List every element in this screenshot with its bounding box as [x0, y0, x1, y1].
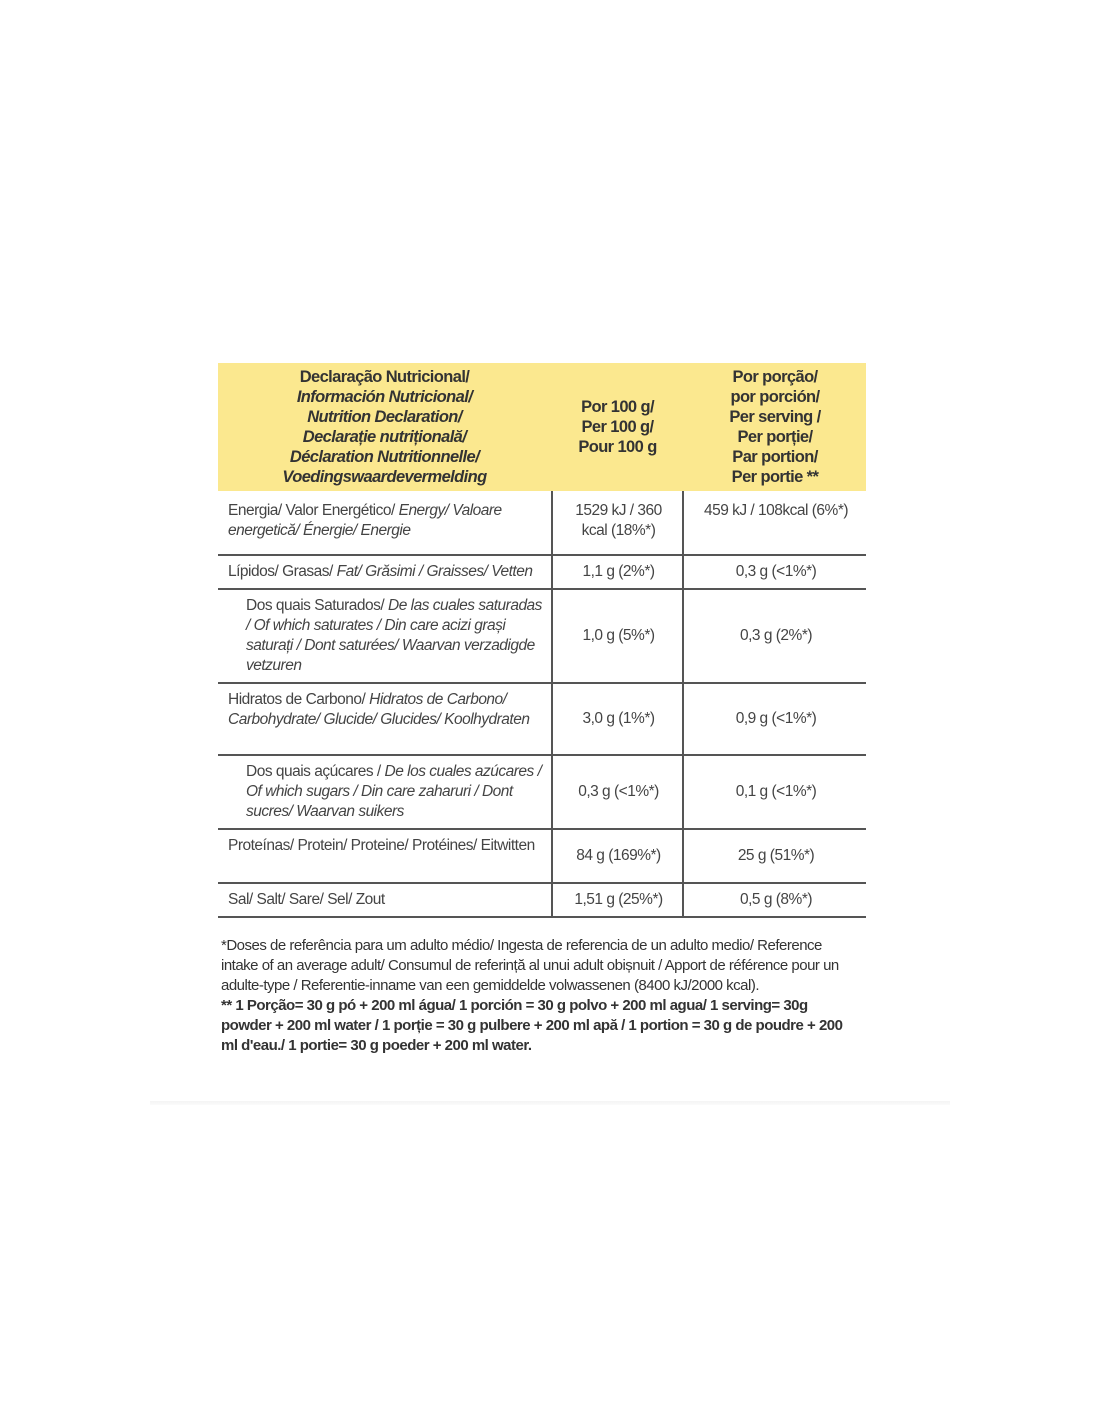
header-line: Voedingswaardevermelding	[282, 468, 487, 486]
header-line: Par portion/	[732, 448, 818, 466]
nutrient-name-other: Fat/ Grăsimi / Graisses/ Vetten	[332, 563, 533, 580]
header-line: por porción/	[730, 388, 820, 406]
header-line: Por porção/	[732, 368, 818, 386]
value-per-serving: 459 kJ / 108kcal (6%*)	[683, 491, 866, 555]
header-line: Déclaration Nutritionnelle/	[289, 448, 480, 466]
header-line: Pour 100 g	[578, 438, 657, 456]
value-per-100g: 0,3 g (<1%*)	[552, 755, 683, 829]
header-line: Per serving /	[729, 408, 821, 426]
nutrient-name-pt: Proteínas/ Protein/ Proteine/ Protéines/ Eitwitten	[228, 837, 535, 854]
nutrient-name-other: De las cuales saturadas / Of which saturates / Din care acizi grași saturați / Dont saturées/ Waarvan verzadigde vetzuren	[246, 597, 542, 674]
nutrient-name	[218, 589, 552, 683]
table-row-carbohydrate	[218, 683, 866, 755]
table-row-salt	[218, 883, 866, 917]
header-line: Per porție/	[737, 428, 813, 446]
nutrition-table	[218, 363, 866, 918]
nutrient-name-other: Hidratos de Carbono/ Carbohydrate/ Glucide/ Glucides/ Koolhydraten	[228, 691, 530, 728]
nutrient-name	[218, 491, 552, 555]
table-body	[218, 491, 866, 917]
header-line: Per 100 g/	[581, 418, 654, 436]
table-row-fat	[218, 555, 866, 589]
value-per-serving: 0,3 g (2%*)	[683, 589, 866, 683]
nutrient-name-pt: Dos quais açúcares /	[246, 763, 381, 780]
table-row-protein	[218, 829, 866, 883]
nutrient-name	[218, 829, 552, 883]
header-row	[218, 363, 866, 491]
value-per-serving: 0,9 g (<1%*)	[683, 683, 866, 755]
header-line: Declarație nutrițională/	[302, 428, 467, 446]
nutrient-name-pt: Sal/ Salt/ Sare/ Sel/ Zout	[228, 891, 385, 908]
footnotes	[218, 936, 861, 1056]
nutrient-name-pt: Hidratos de Carbono/	[228, 691, 366, 708]
value-per-serving: 0,1 g (<1%*)	[683, 755, 866, 829]
nutrient-name-pt: Energia/ Valor Energético/	[228, 502, 395, 519]
nutrient-name	[218, 755, 552, 829]
nutrient-name-pt: Lípidos/ Grasas/	[228, 563, 333, 580]
table-row-saturates	[218, 589, 866, 683]
value-per-100g: 1529 kJ / 360 kcal (18%*)	[552, 491, 683, 555]
footnote-portion: ** 1 Porção= 30 g pó + 200 ml água/ 1 porción = 30 g polvo + 200 ml agua/ 1 serving= 30g powder + 200 ml water / 1 porție = 30 g pulbere + 200 ml apă / 1 portion = 30 g de poudre + 200 ml d'eau./ 1 portie= 30 g poeder + 200 ml water.	[221, 997, 843, 1054]
nutrient-name-pt: Dos quais Saturados/	[246, 597, 385, 614]
header-line: Per portie **	[731, 468, 819, 486]
header-line: Información Nutricional/	[296, 388, 473, 406]
table-header	[218, 363, 866, 491]
footnote-reference-intake: *Doses de referência para um adulto médio/ Ingesta de referencia de un adulto medio/ Reference intake of an average adult/ Consumul de referință al unui adult obișnuit / Apport de référence pour un adulte-type / Referentie-inname van een gemiddelde volwassenen (8400 kJ/2000 kcal).	[221, 937, 839, 994]
value-per-100g: 1,0 g (5%*)	[552, 589, 683, 683]
table-row-sugars	[218, 755, 866, 829]
header-nutrition-declaration	[218, 363, 552, 491]
value-per-100g: 3,0 g (1%*)	[552, 683, 683, 755]
table-row-energy	[218, 491, 866, 555]
divider	[150, 1101, 950, 1105]
nutrition-label	[218, 363, 866, 1056]
nutrient-name	[218, 555, 552, 589]
header-per-100g	[552, 363, 683, 491]
value-per-serving: 0,3 g (<1%*)	[683, 555, 866, 589]
header-line: Por 100 g/	[581, 398, 654, 416]
value-per-100g: 84 g (169%*)	[552, 829, 683, 883]
header-line: Declaração Nutricional/	[299, 368, 470, 386]
nutrient-name-other: Energy/ Valoare energetică/ Énergie/ Energie	[228, 502, 502, 539]
value-per-100g: 1,1 g (2%*)	[552, 555, 683, 589]
value-per-serving: 0,5 g (8%*)	[683, 883, 866, 917]
nutrient-name	[218, 883, 552, 917]
header-per-serving	[683, 363, 866, 491]
header-line: Nutrition Declaration/	[307, 408, 462, 426]
value-per-serving: 25 g (51%*)	[683, 829, 866, 883]
value-per-100g: 1,51 g (25%*)	[552, 883, 683, 917]
nutrient-name	[218, 683, 552, 755]
nutrient-name-other: De los cuales azúcares / Of which sugars / Din care zaharuri / Dont sucres/ Waarvan suikers	[246, 763, 542, 820]
